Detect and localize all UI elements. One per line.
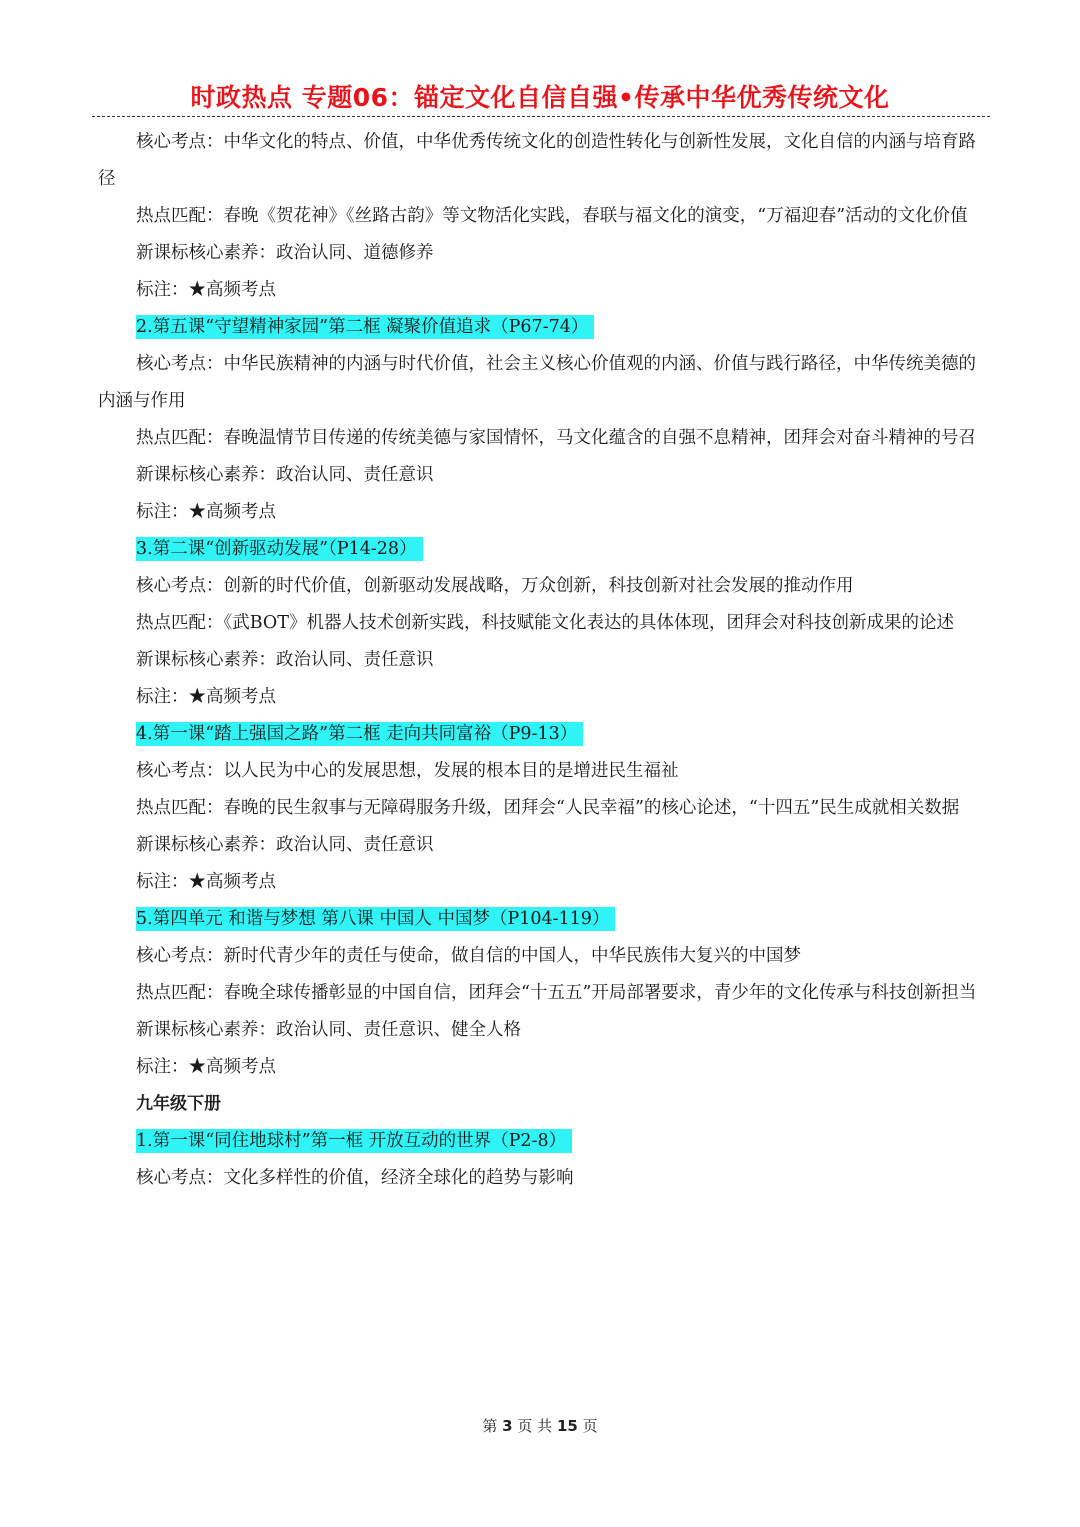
total-page-number: 15: [556, 1417, 578, 1435]
section-heading: [136, 531, 984, 568]
body-paragraph: 热点匹配：春晚的民生叙事与无障碍服务升级，团拜会“人民幸福”的核心论述，“十四五”民生成就相关数据: [136, 798, 960, 818]
body-paragraph: 新课标核心素养：政治认同、责任意识: [136, 835, 434, 855]
body-paragraph: 核心考点：文化多样性的价值，经济全球化的趋势与影响: [136, 1168, 574, 1188]
body-paragraph: 核心考点：中华文化的特点、价值，中华优秀传统文化的创造性转化与创新性发展，文化自信的内涵与培育路径: [98, 132, 976, 189]
body-paragraph: 热点匹配：春晚温情节目传递的传统美德与家国情怀，马文化蕴含的自强不息精神，团拜会对奋斗精神的号召: [136, 428, 976, 448]
body-paragraph: 热点匹配：春晚《贺花神》《丝路古韵》等文物活化实践，春联与福文化的演变，“万福迎春”活动的文化价值: [136, 206, 968, 226]
footer-middle: 页 共: [517, 1417, 553, 1435]
body-paragraph: 标注：★高频考点: [136, 502, 276, 522]
body-paragraph: 标注：★高频考点: [136, 1057, 276, 1077]
highlighted-lesson-title: 2.第五课“守望精神家园”第二框 凝聚价值追求（P67-74）: [136, 315, 594, 339]
body-paragraph: 核心考点：创新的时代价值，创新驱动发展战略，万众创新，科技创新对社会发展的推动作用: [136, 576, 854, 596]
footer-suffix: 页: [582, 1417, 598, 1435]
body-paragraph: 标注：★高频考点: [136, 687, 276, 707]
body-paragraph: 核心考点：新时代青少年的责任与使命，做自信的中国人，中华民族伟大复兴的中国梦: [136, 946, 801, 966]
page-footer: [0, 1415, 1080, 1436]
section-heading: [136, 901, 984, 938]
highlighted-lesson-title: 5.第四单元 和谐与梦想 第八课 中国人 中国梦（P104-119）: [136, 907, 615, 931]
current-page-number: 3: [502, 1417, 513, 1435]
body-paragraph: 核心考点：中华民族精神的内涵与时代价值，社会主义核心价值观的内涵、价值与践行路径，中华传统美德的内涵与作用: [98, 354, 976, 411]
document-title: 时政热点 专题06：锚定文化自信自强•传承中华优秀传统文化: [190, 83, 890, 112]
section-heading: [136, 1123, 984, 1160]
body-paragraph: 标注：★高频考点: [136, 872, 276, 892]
body-paragraph: 新课标核心素养：政治认同、责任意识: [136, 650, 434, 670]
header-divider: [92, 116, 990, 117]
body-paragraph: 新课标核心素养：政治认同、责任意识、健全人格: [136, 1020, 521, 1040]
body-paragraph: 标注：★高频考点: [136, 280, 276, 300]
body-paragraph: 新课标核心素养：政治认同、责任意识: [136, 465, 434, 485]
document-body: [98, 124, 984, 1197]
body-paragraph: 热点匹配：《武BOT》机器人技术创新实践，科技赋能文化表达的具体体现，团拜会对科技创新成果的论述: [136, 613, 954, 633]
section-heading: [136, 309, 984, 346]
highlighted-lesson-title: 3.第二课“创新驱动发展”（P14-28）: [136, 537, 423, 561]
highlighted-lesson-title: 1.第一课“同住地球村”第一框 开放互动的世界（P2-8）: [136, 1129, 572, 1153]
body-paragraph: 新课标核心素养：政治认同、道德修养: [136, 243, 434, 263]
body-paragraph: 热点匹配：春晚全球传播彰显的中国自信，团拜会“十五五”开局部署要求，青少年的文化传承与科技创新担当: [136, 983, 977, 1003]
section-heading: [136, 716, 984, 753]
highlighted-lesson-title: 4.第一课“踏上强国之路”第二框 走向共同富裕（P9-13）: [136, 722, 583, 746]
body-paragraph: 核心考点：以人民为中心的发展思想，发展的根本目的是增进民生福祉: [136, 761, 679, 781]
footer-prefix: 第: [482, 1417, 498, 1435]
grade-heading: 九年级下册: [136, 1094, 221, 1114]
